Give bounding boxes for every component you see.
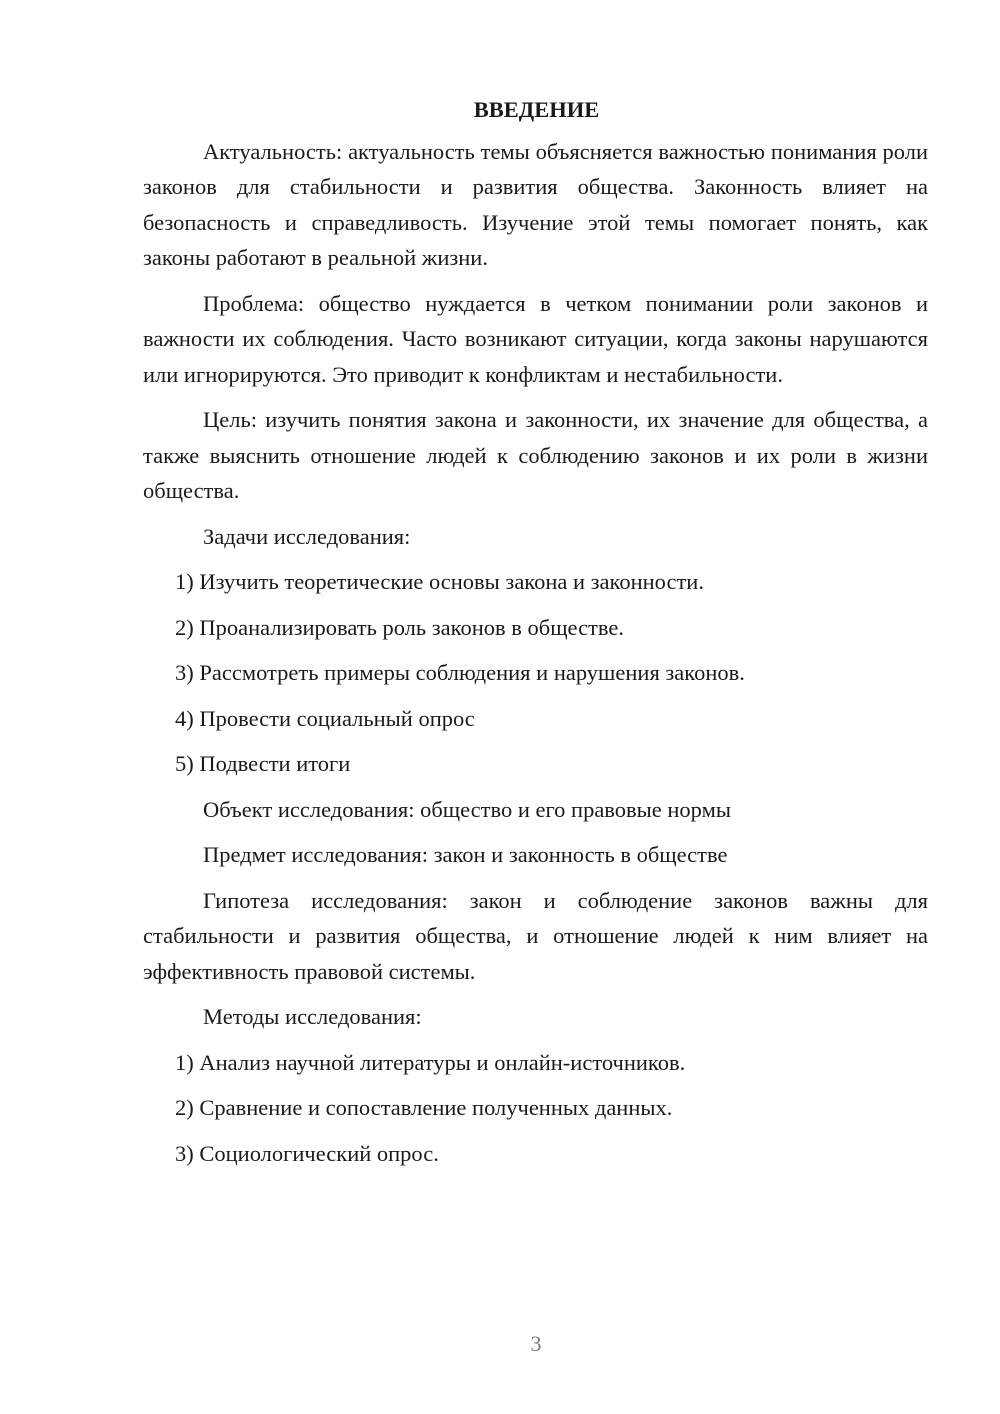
method-item: 3) Социологический опрос.	[175, 1140, 439, 1166]
methods-heading: Методы исследования:	[203, 1004, 422, 1029]
task-item: 3) Рассмотреть примеры соблюдения и нарушения законов.	[175, 660, 745, 685]
research-subject: Предмет исследования: закон и законность в обществе	[203, 842, 728, 867]
tasks-heading: Задачи исследования:	[203, 523, 411, 549]
problem-paragraph: Проблема: общество нуждается в четком понимании роли законов и важности их соблюдения. Часто возникают ситуации, когда законы нарушаются или игнорируются. Это приводит к конфликтам и нестабильности.	[143, 290, 928, 387]
relevance-paragraph: Актуальность: актуальность темы объясняется важностью понимания роли законов для стабильности и развития общества. Законность влияет на безопасность и справедливость. Изучение этой темы помогает понять, как законы работают в реальной жизни.	[143, 138, 928, 270]
research-object: Объект исследования: общество и его правовые нормы	[203, 796, 731, 822]
task-item: 5) Подвести итоги	[175, 751, 351, 776]
task-item: 4) Провести социальный опрос	[175, 705, 475, 731]
method-item: 2) Сравнение и сопоставление полученных данных.	[175, 1095, 673, 1120]
method-item: 1) Анализ научной литературы и онлайн-источников.	[175, 1049, 686, 1075]
task-item: 1) Изучить теоретические основы закона и законности.	[175, 569, 704, 594]
page-content	[143, 92, 928, 1181]
page-number: 3	[530, 1331, 542, 1356]
goal-paragraph: Цель: изучить понятия закона и законности, их значение для общества, а также выяснить отношение людей к соблюдению законов и их роли в жизни общества.	[143, 407, 928, 503]
section-title: ВВЕДЕНИЕ	[473, 97, 600, 122]
task-item: 2) Проанализировать роль законов в обществе.	[175, 614, 624, 640]
hypothesis-paragraph: Гипотеза исследования: закон и соблюдение законов важны для стабильности и развития общества, и отношение людей к ним влияет на эффективность правовой системы.	[143, 887, 928, 984]
